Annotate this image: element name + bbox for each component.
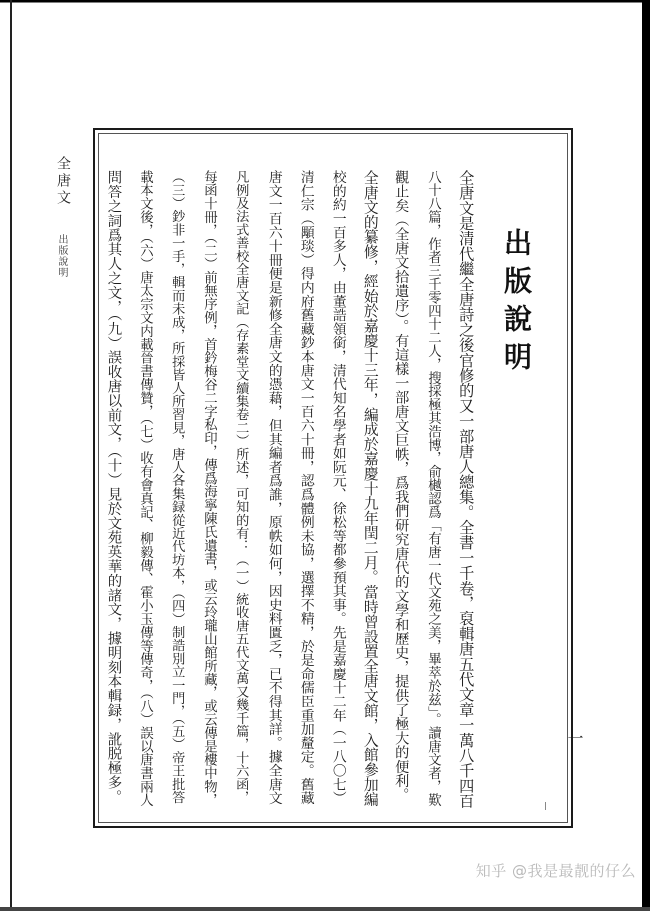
watermark: 知乎 @我是最靓的仔么: [475, 862, 636, 880]
text-column: 八十八篇，作者三千零四十二人，搜採極其浩博，俞樾認爲「有唐一代文苑之美，畢萃於兹」。讀唐文者，歎: [425, 170, 441, 807]
page-heading: 出版說明: [500, 228, 533, 380]
scan-edge-right: [642, 0, 650, 911]
text-column: 凡例及法式善校全唐文記（存素堂文續集卷二）所述，可知的有：（一）統收唐五代文萬又幾千篇，十六函，: [233, 170, 249, 804]
text-column: 全唐文是清代繼全唐詩之後官修的又一部唐人總集。全書一千卷，裒輯唐五代文章一萬八千四百: [457, 170, 476, 809]
text-column: 全唐文的纂修，經始於嘉慶十三年，編成於嘉慶十九年閏二月。當時曾設置全唐文館，入館參加編: [361, 170, 379, 807]
text-column: 載本文後，（六）唐太宗文内載晉書傳贊，（七）收有會真記、柳毅傳、霍小玉傳等傳奇，（八）誤以唐書兩人: [137, 170, 153, 807]
text-column: 每函十冊，（二）前無序例，首鈐梅谷二字私印，傳爲海寧陳氏遺書，或云玲瓏山館所藏，或云傳是樓中物，: [201, 170, 217, 807]
text-column: 問答之詞爲其人之文，（九）誤收唐以前文，（十）見於文苑英華的諸文，據明刻本輯録，訛脱極多。: [105, 170, 122, 804]
scan-edge-bottom: [0, 907, 650, 911]
text-column: 清仁宗（顒琰）得内府舊藏鈔本唐文一百六十冊，認爲體例未協，選擇不精，於是命儒臣重加釐定。舊藏: [297, 170, 314, 805]
scan-mark: [545, 802, 552, 810]
text-column: （三）鈔非一手，輯而未成，所採皆人所習見，唐人各集録從近代坊本，（四）制誥別立一門，（五）帝王批答: [169, 170, 185, 804]
book-title: 全唐文: [55, 156, 71, 207]
scan-edge-top: [0, 0, 650, 12]
page-number: 一: [565, 730, 584, 746]
scan-edge-left: [10, 0, 12, 911]
text-column: 唐文一百六十冊便是新修全唐文的憑藉，但其編者爲誰，原帙如何，因史料匱乏，已不得其詳。據全唐文: [265, 170, 282, 805]
text-column: 校的約一百多人，由董誥領銜，清代知名學者如阮元、徐松等都參預其事。先是嘉慶十二年（一八〇七）: [329, 170, 346, 805]
section-label: 出版說明: [56, 234, 67, 278]
text-column: 觀止矣（全唐文拾遺序）。有這樣一部唐文巨帙，爲我們研究唐代的文學和歷史，提供了極大的便利。: [393, 170, 410, 802]
